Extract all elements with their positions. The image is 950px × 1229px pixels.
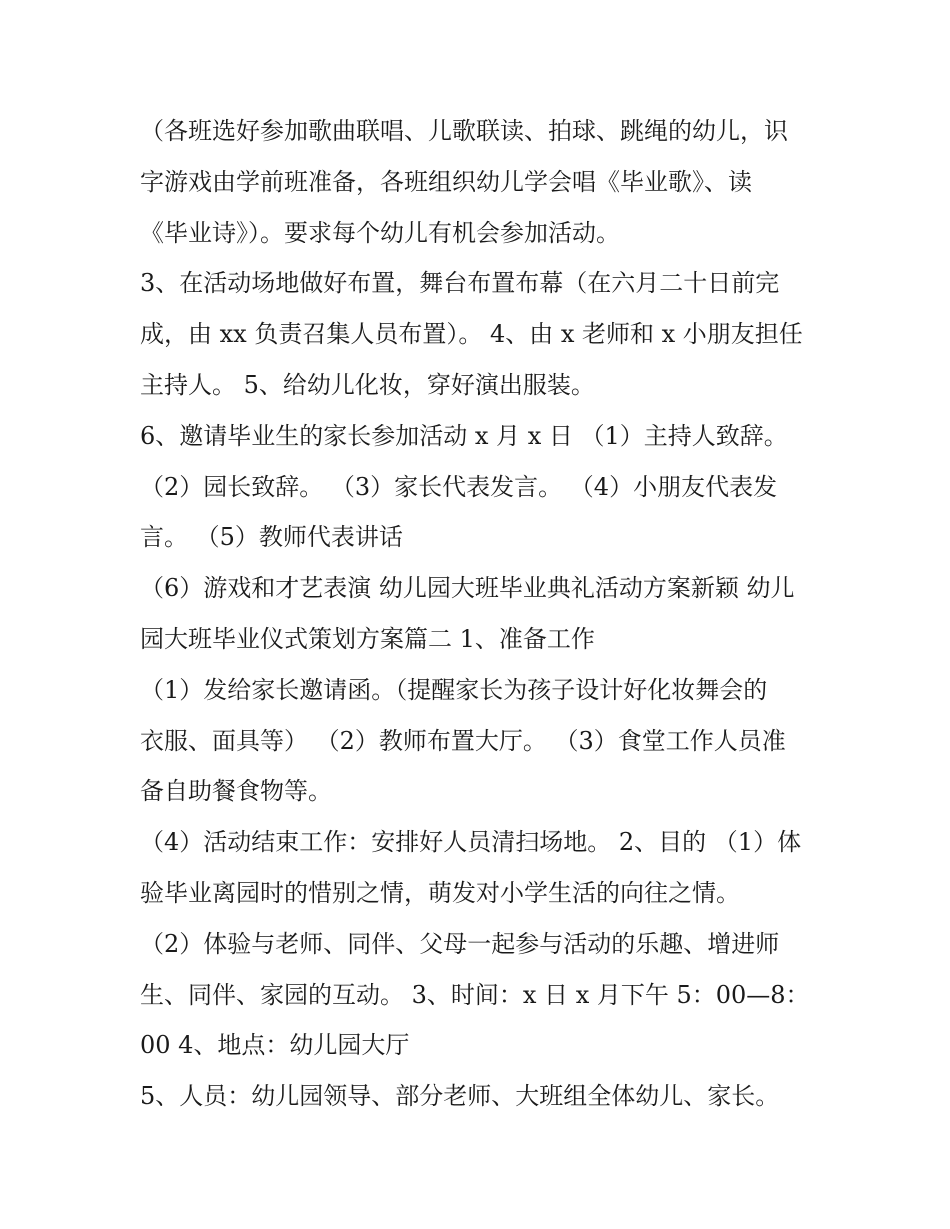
text-line: 生、同伴、家园的互动。 3、时间：x 日 x 月下午 5：00—8： [140,980,810,1009]
text-line: 备自助餐食物等。 [140,777,332,806]
paragraph-6 [140,817,820,919]
paragraph-8 [140,1071,820,1122]
text-line: （2）体验与老师、同伴、父母一起参与活动的乐趣、增进师 [140,929,780,958]
text-line: 5、人员：幼儿园领导、部分老师、大班组全体幼儿、家长。 [140,1082,780,1111]
text-line: 字游戏由学前班准备，各班组织幼儿学会唱《毕业歌》、读 [140,167,752,196]
text-line: （2）园长致辞。 （3）家长代表发言。 （4）小朋友代表发 [140,472,778,501]
text-line: （6）游戏和才艺表演 幼儿园大班毕业典礼活动方案新颖 幼儿 [140,574,795,603]
text-line: 《毕业诗》）。要求每个幼儿有机会参加活动。 [140,218,620,247]
text-line: 00 4、地点：幼儿园大厅 [140,1031,410,1060]
text-line: 衣服、面具等） （2）教师布置大厅。 （3）食堂工作人员准 [140,726,786,755]
text-line: （4）活动结束工作：安排好人员清扫场地。 2、目的 （1）体 [140,828,802,857]
paragraph-7 [140,919,820,1071]
paragraph-2 [140,258,820,410]
document-body [140,106,820,1122]
text-line: 主持人。 5、给幼儿化妆，穿好演出服装。 [140,370,595,399]
text-line: 6、邀请毕业生的家长参加活动 x 月 x 日 （1）主持人致辞。 [140,421,788,450]
paragraph-1 [140,106,820,258]
paragraph-4 [140,563,820,665]
text-line: 成，由 xx 负责召集人员布置）。 4、由 x 老师和 x 小朋友担任 [140,320,803,349]
text-line: （各班选好参加歌曲联唱、儿歌联读、拍球、跳绳的幼儿，识 [140,117,788,145]
text-line: 园大班毕业仪式策划方案篇二 1、准备工作 [140,624,595,653]
text-line: 言。 （5）教师代表讲话 [140,523,403,552]
paragraph-5 [140,665,820,817]
paragraph-3 [140,411,820,563]
text-line: （1）发给家长邀请函。（提醒家长为孩子设计好化妆舞会的 [140,675,768,704]
text-line: 验毕业离园时的惜别之情，萌发对小学生活的向往之情。 [140,878,740,907]
text-line: 3、在活动场地做好布置，舞台布置布幕（在六月二十日前完 [140,269,780,298]
